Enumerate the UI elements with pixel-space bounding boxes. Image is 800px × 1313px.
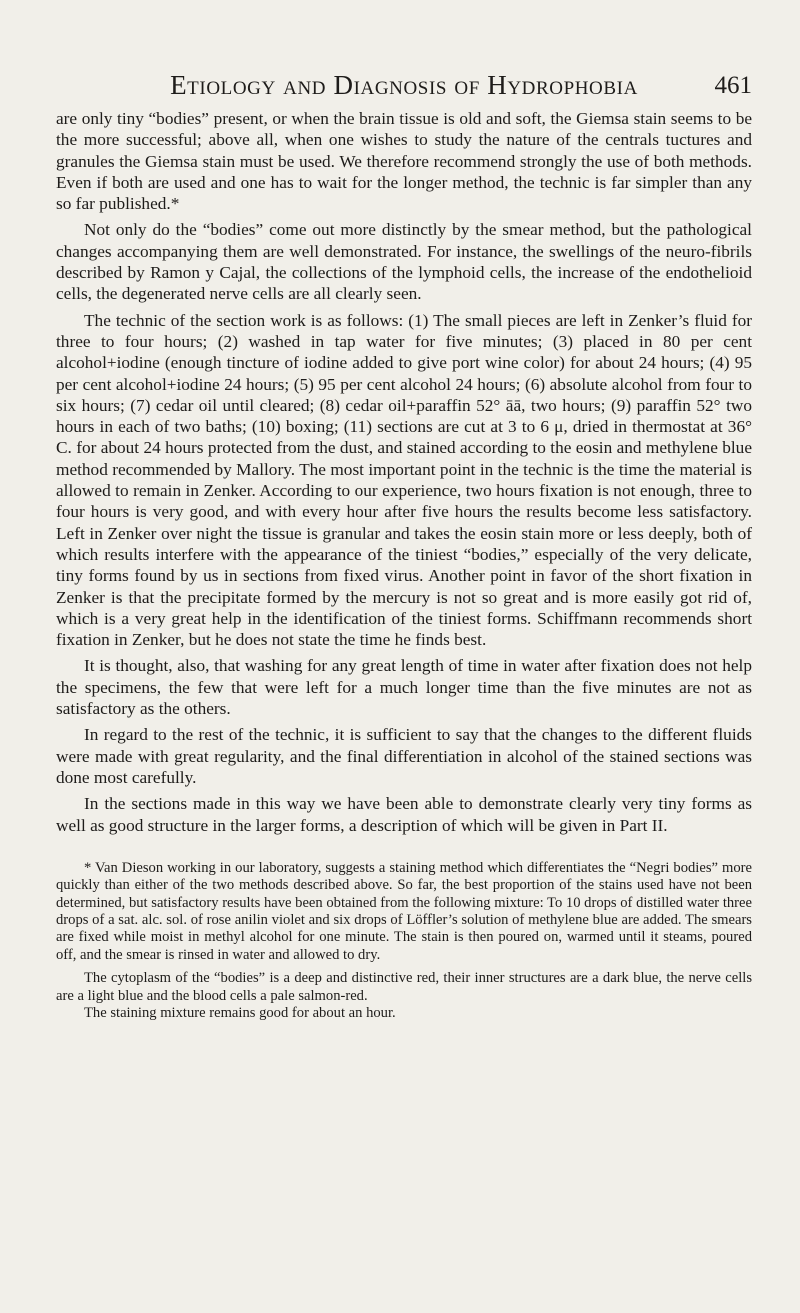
body-text <box>56 108 752 836</box>
footnote-cytoplasm: The cytoplasm of the “bodies” is a deep and distinctive red, their inner structures are a dark blue, the nerve cells are a light blue and the blood cells a pale salmon-red. <box>56 970 752 1004</box>
paragraph-tiny-forms: In the sections made in this way we have been able to demonstrate clearly very tiny forms as well as good structure in the larger forms, a description of which will be given in Part II. <box>56 794 752 835</box>
paragraph-washing: It is thought, also, that washing for any great length of time in water after fixation does not help the specimens, the few that were left for a much longer time than the five minutes are not as satisfactory as the others. <box>56 656 752 719</box>
footnote-staining-method: * Van Dieson working in our laboratory, suggests a staining method which differentiates the “Negri bodies” more quickly than either of the two methods described above. So far, the best proportion of the stains used have not been determined, but satisfactory results have been obtained from the following mixture: To 10 drops of distilled water three drops of a sat. alc. sol. of rose anilin violet and six drops of Löffler’s solution of methylene blue are added. The smears are fixed while moist in methyl alcohol for one minute. The stain is then poured on, warmed until it steams, poured off, and the smear is rinsed in water and allowed to dry. <box>56 859 752 963</box>
footnotes <box>56 860 752 1023</box>
page-header <box>56 70 752 108</box>
running-title: Etiology and Diagnosis of Hydrophobia <box>170 70 638 100</box>
paragraph-fluid-changes: In regard to the rest of the technic, it is sufficient to say that the changes to the different fluids were made with great regularity, and the final differentiation in alcohol of the stained sections was done most carefully. <box>56 725 752 787</box>
page-number: 461 <box>714 72 752 99</box>
paragraph-section-technic: The technic of the section work is as follows: (1) The small pieces are left in Zenker’s fluid for three to four hours; (2) washed in tap water for five minutes; (3) placed in 80 per cent alcohol+iodine (enough tincture of iodine added to give port wine color) for about 24 hours; (4) 95 per cent alcohol+iodine 24 hours; (5) 95 per cent alcohol 24 hours; (6) absolute alcohol from four to six hours; (7) cedar oil until cleared; (8) cedar oil+paraffin 52° āā, two hours; (9) paraffin 52° two hours in each of two baths; (10) boxing; (11) sections are cut at 3 to 6 μ, dried in thermostat at 36° C. for about 24 hours protected from the dust, and stained according to the eosin and methylene blue method recommended by Mallory. The most important point in the technic is the time the material is allowed to remain in Zenker. According to our experience, two hours fixation is not enough, three to four hours is very good, and with every hour after five hours the results become less satisfactory. Left in Zenker over night the tissue is granular and takes the eosin stain more or less deeply, both of which results interfere with the appearance of the tiniest “bodies,” especially of the very delicate, tiny forms found by us in sections from fixed virus. Another point in favor of the short fixation in Zenker is that the precipitate formed by the mercury is not so great and is more easily got rid of, which is a very great help in the identification of the tiniest forms. Schiffmann recommends short fixation in Zenker, but he does not state the time he finds best. <box>56 310 752 650</box>
paragraph-continuation: are only tiny “bodies” present, or when the brain tissue is old and soft, the Giemsa stain seems to be the more successful; above all, when one wishes to study the nature of the centrals tuctures and granules the Giemsa stain must be used. We therefore recommend strongly the use of both methods. Even if both are used and one has to wait for the longer method, the technic is far simpler than any so far published.* <box>56 109 752 214</box>
paragraph-smear-method: Not only do the “bodies” come out more distinctly by the smear method, but the pathological changes accompanying them are well demonstrated. For instance, the swellings of the neuro-fibrils described by Ramon y Cajal, the collections of the lymphoid cells, the increase of the endothelioid cells, the degenerated nerve cells are all clearly seen. <box>56 220 752 304</box>
footnote-mixture-duration: The staining mixture remains good for about an hour. <box>84 1005 396 1022</box>
